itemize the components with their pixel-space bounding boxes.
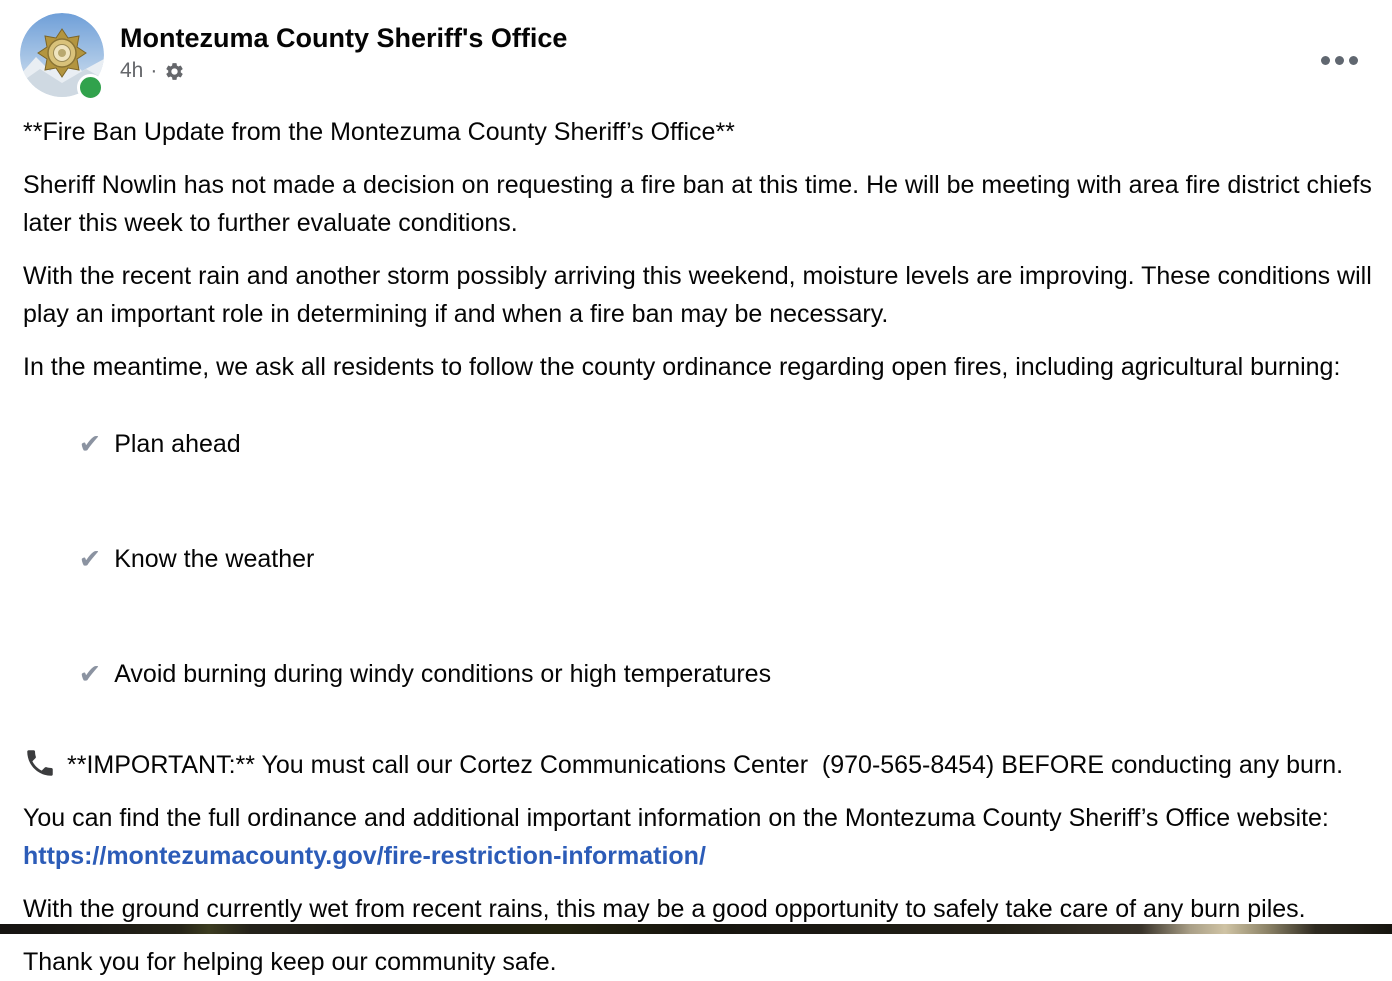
important-text: **IMPORTANT:** You must call our Cortez Communications Center (970-565-8454) BEFORE conducting any burn. [67,751,1344,779]
checklist-item [23,386,1372,501]
privacy-gear-icon [164,61,185,82]
post-meta [120,59,1315,83]
post-header-info [120,13,1315,83]
website-text: You can find the full ordinance and additional important information on the Montezuma County Sheriff’s Office website: [23,804,1336,832]
profile-avatar[interactable] [20,13,104,97]
post-paragraph: Thank you for helping keep our community safe. [23,948,557,976]
meta-separator: · [150,59,158,82]
post-paragraph: With the recent rain and another storm possibly arriving this weekend, moisture levels are improving. These conditions will play an important role in determining if and when a fire ban may be necessary. [23,262,1379,328]
post-paragraph: With the ground currently wet from recent rains, this may be a good opportunity to safely take care of any burn piles. [23,895,1306,923]
active-status-indicator [77,74,104,101]
telephone-receiver-icon [23,746,57,780]
sheriff-badge [38,29,86,77]
post-content [0,113,1392,981]
checklist-item-label: Know the weather [114,545,315,573]
post-paragraph-title: **Fire Ban Update from the Montezuma County Sheriff’s Office** [23,118,735,146]
attached-photo-top-edge[interactable] [0,924,1392,934]
post-paragraph: In the meantime, we ask all residents to follow the county ordinance regarding open fires, including agricultural burning: [23,353,1341,381]
post-header [0,0,1392,97]
ellipsis-icon [1349,56,1358,65]
post-timestamp[interactable]: 4h [120,59,144,82]
checklist [23,386,1372,731]
checklist-item [23,501,1372,616]
website-paragraph [23,799,1372,875]
post-paragraph: Sheriff Nowlin has not made a decision on requesting a fire ban at this time. He will be meeting with area fire district chiefs later this week to further evaluate conditions. [23,171,1379,237]
checklist-item-label: Plan ahead [114,430,241,458]
important-paragraph [23,746,1372,784]
author-name[interactable]: Montezuma County Sheriff's Office [120,23,568,53]
ellipsis-icon [1321,56,1330,65]
check-mark-icon: ✔ [78,659,102,689]
checklist-item-label: Avoid burning during windy conditions or high temperatures [114,660,772,688]
post-options-button[interactable] [1315,50,1364,71]
checklist-item [23,616,1372,731]
ellipsis-icon [1335,56,1344,65]
fire-restriction-link[interactable]: https://montezumacounty.gov/fire-restriction-information/ [23,842,706,870]
check-mark-icon: ✔ [78,429,102,459]
check-mark-icon: ✔ [78,544,102,574]
